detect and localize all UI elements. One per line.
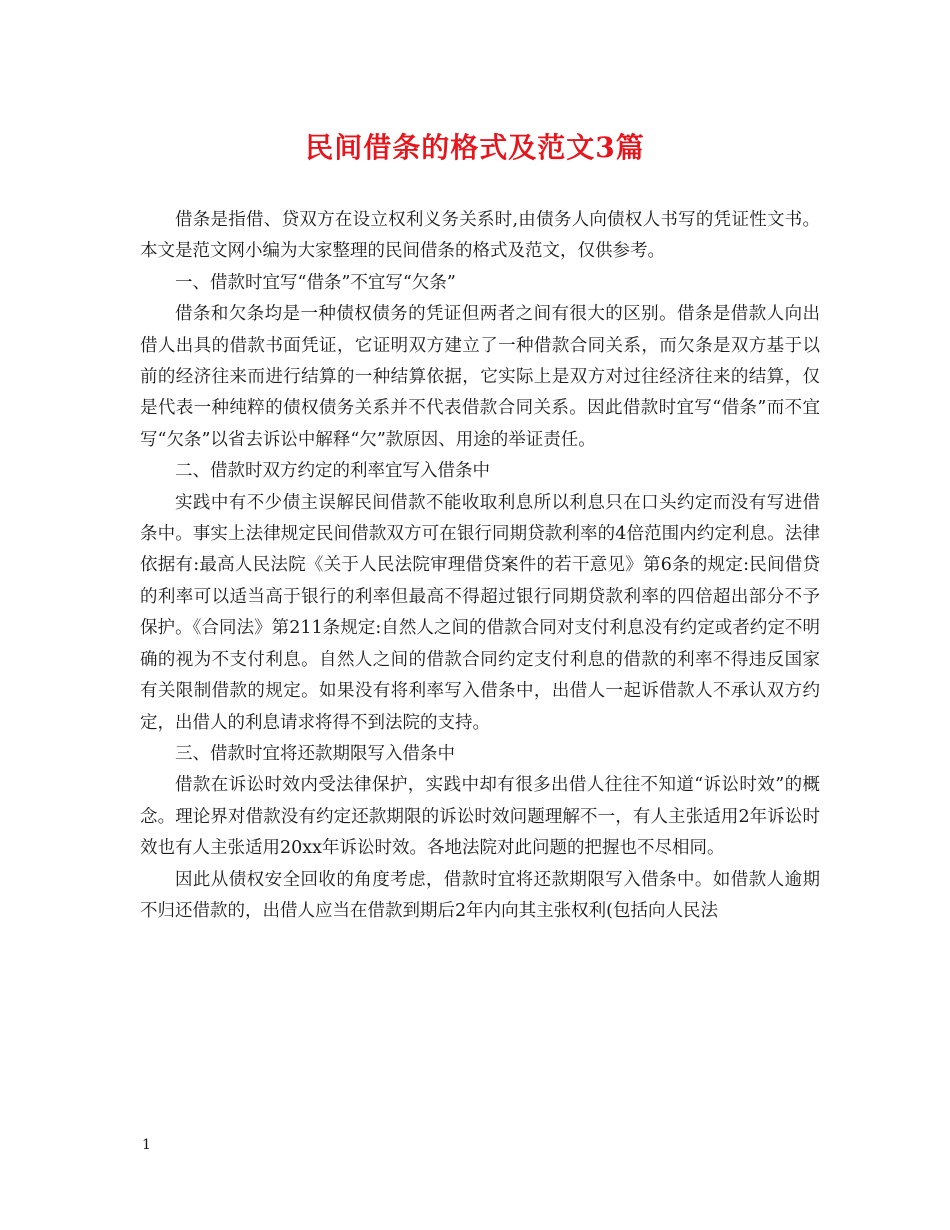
page-number: 1 bbox=[142, 1137, 151, 1153]
paragraph-section-1: 借条和欠条均是一种债权债务的凭证但两者之间有很大的区别。借条是借款人向出借人出具的借款书面凭证，它证明双方建立了一种借款合同关系，而欠条是双方基于以前的经济往来而进行结算的一种结算依据，它实际上是双方对过往经济往来的结算，仅是代表一种纯粹的债权债务关系并不代表借款合同关系。因此借款时宜写“借条”而不宜写“欠条”以省去诉讼中解释“欠”款原因、用途的举证责任。 bbox=[140, 304, 820, 450]
section-heading-2: 二、借款时双方约定的利率宜写入借条中 bbox=[175, 461, 490, 482]
paragraph-intro: 借条是指借、贷双方在设立权利义务关系时,由债务人向债权人书写的凭证性文书。本文是范文网小编为大家整理的民间借条的格式及范文，仅供参考。 bbox=[140, 210, 820, 262]
page-title: 民间借条的格式及范文3篇 bbox=[305, 131, 645, 164]
document-body bbox=[140, 205, 820, 927]
paragraph-section-2: 实践中有不少债主误解民间借款不能收取利息所以利息只在口头约定而没有写进借条中。事实上法律规定民间借款双方可在银行同期贷款利率的4倍范围内约定利息。法律依据有:最高人民法院《关于人民法院审理借贷案件的若干意见》第6条的规定:民间借贷的利率可以适当高于银行的利率但最高不得超过银行同期贷款利率的四倍超出部分不予保护。《合同法》第211条规定:自然人之间的借款合同对支付利息没有约定或者约定不明确的视为不支付利息。自然人之间的借款合同约定支付利息的借款的利率不得违反国家有关限制借款的规定。如果没有将利率写入借条中，出借人一起诉借款人不承认双方约定，出借人的利息请求将得不到法院的支持。 bbox=[140, 492, 820, 733]
section-heading-1: 一、借款时宜写“借条”不宜写“欠条” bbox=[175, 272, 456, 293]
paragraph-section-3-continued: 因此从债权安全回收的角度考虑，借款时宜将还款期限写入借条中。如借款人逾期不归还借款的，出借人应当在借款到期后2年内向其主张权利(包括向人民法 bbox=[140, 869, 820, 921]
paragraph-section-3: 借款在诉讼时效内受法律保护，实践中却有很多出借人往往不知道“诉讼时效”的概念。理论界对借款没有约定还款期限的诉讼时效问题理解不一，有人主张适用2年诉讼时效也有人主张适用20xx年诉讼时效。各地法院对此问题的把握也不尽相同。 bbox=[140, 775, 820, 859]
section-heading-3: 三、借款时宜将还款期限写入借条中 bbox=[175, 743, 455, 764]
